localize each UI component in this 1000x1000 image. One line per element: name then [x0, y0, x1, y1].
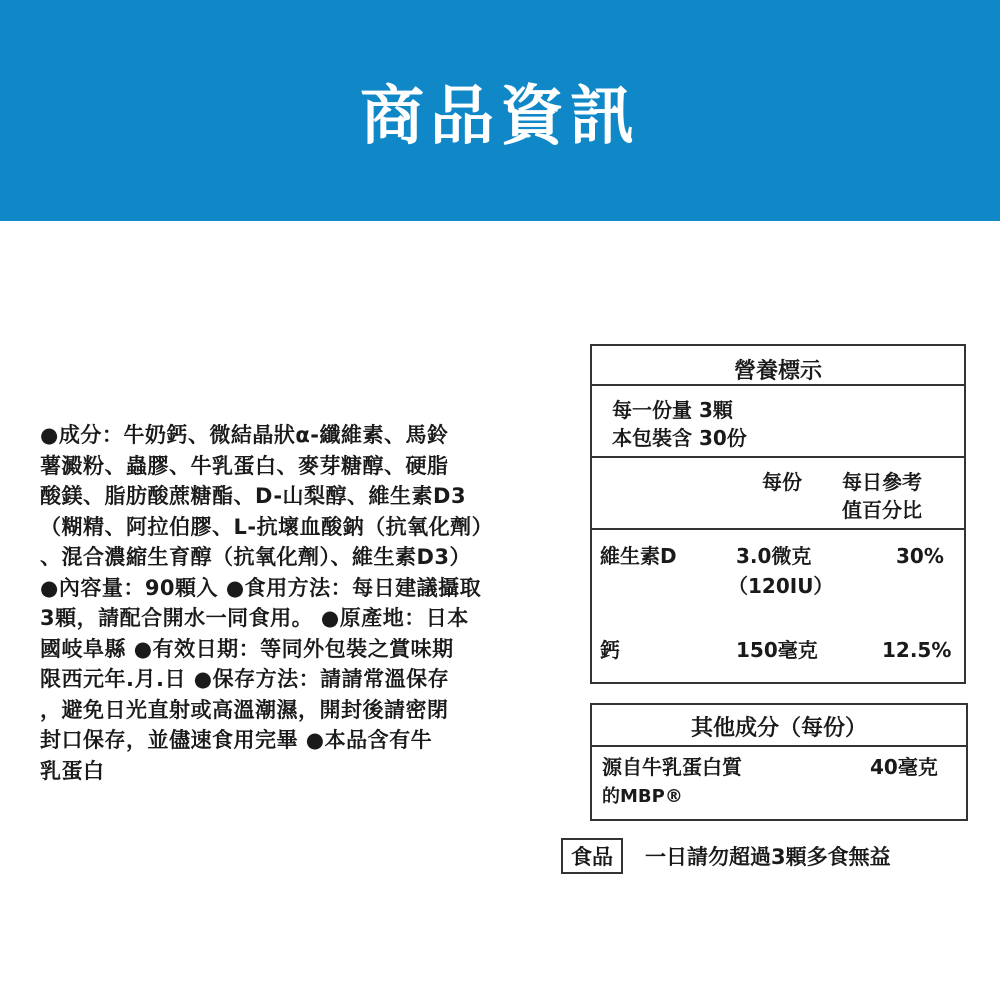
divider — [592, 456, 964, 458]
info-line: ，避免日光直射或高溫潮濕，開封後請密閉 — [40, 697, 449, 722]
dosage-warning: 一日請勿超過3顆多食無益 — [645, 845, 891, 869]
info-line: 封口保存，並儘速食用完畢 ●本品含有牛 — [40, 728, 433, 752]
other-ingredients-table — [590, 703, 968, 821]
divider — [592, 384, 964, 386]
nutrient-amount: 3.0微克 — [736, 544, 812, 568]
col-header-daily-value-1: 每日參考 — [842, 470, 922, 494]
page-title: 商品資訊 — [360, 79, 640, 154]
nutrient-name: 維生素D — [600, 544, 677, 568]
product-info-text — [40, 420, 550, 786]
footer-note — [561, 838, 891, 874]
nutrition-facts-table — [590, 344, 966, 684]
info-line: 薯澱粉、蟲膠、牛乳蛋白、麥芽糖醇、硬脂 — [40, 453, 449, 478]
nutrient-name: 鈣 — [600, 638, 620, 662]
other-ingredient-name: 源自牛乳蛋白質 — [602, 755, 742, 779]
col-header-daily-value-2: 值百分比 — [842, 498, 922, 522]
other-ingredient-amount: 40毫克 — [870, 755, 938, 779]
nutrient-amount: 150毫克 — [736, 638, 818, 662]
info-line: ●內容量：90顆入 ●食用方法：每日建議攝取 — [40, 575, 482, 600]
other-ingredient-name-2: 的MBP® — [602, 786, 683, 807]
info-line: 、混合濃縮生育醇（抗氧化劑）、維生素D3） — [40, 545, 472, 569]
info-line: 酸鎂、脂肪酸蔗糖酯、D-山梨醇、維生素D3 — [40, 484, 467, 508]
servings-per-package: 本包裝含 30份 — [612, 426, 747, 450]
nutrition-title: 營養標示 — [733, 359, 822, 384]
nutrient-daily-value: 12.5% — [882, 638, 952, 662]
info-line: （糊精、阿拉伯膠、L-抗壞血酸鈉（抗氧化劑） — [40, 514, 494, 539]
info-line: 限西元年.月.日 ●保存方法：請請常溫保存 — [40, 667, 450, 691]
other-ingredients-title: 其他成分（每份） — [690, 716, 867, 741]
serving-size: 每一份量 3顆 — [612, 398, 733, 422]
divider — [592, 745, 966, 747]
divider — [592, 528, 964, 530]
header-banner — [0, 0, 1000, 221]
info-line: ●成分：牛奶鈣、微結晶狀α-纖維素、馬鈴 — [40, 423, 449, 447]
nutrient-amount-iu: （120IU） — [728, 574, 834, 598]
info-line: 3顆，請配合開水一同食用。 ●原產地：日本 — [40, 606, 469, 630]
info-line: 國岐阜縣 ●有效日期：等同外包裝之賞味期 — [40, 636, 454, 661]
nutrient-daily-value: 30% — [896, 544, 944, 568]
col-header-per-serving: 每份 — [762, 470, 802, 494]
info-line: 乳蛋白 — [40, 758, 105, 783]
food-badge: 食品 — [561, 838, 623, 874]
